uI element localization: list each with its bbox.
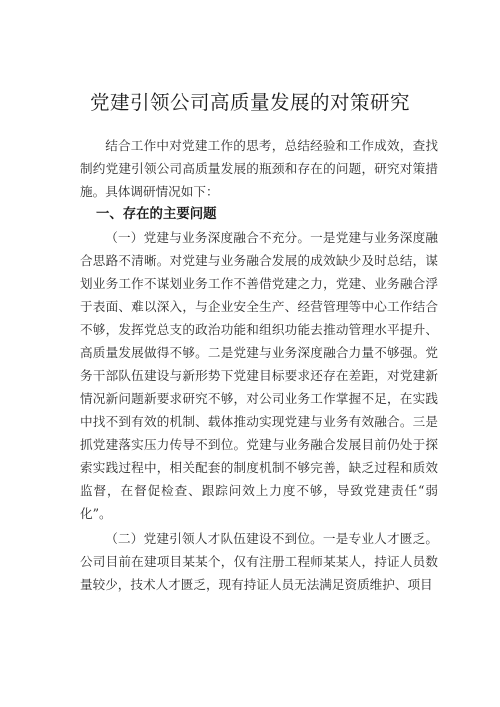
document-body [80, 134, 438, 596]
paragraph-1: （一）党建与业务深度融合不充分。一是党建与业务深度融合思路不清晰。对党建与业务融合发展的成效缺少及时总结，谋划业务工作不谋划业务工作不善借党建之力，党建、业务融合浮于表面、难以深入，与企业安全生产、经营管理等中心工作结合不够，发挥党总支的政治功能和组织功能去推动管理水平提升、高质量发展做得不够。二是党建与业务深度融合力量不够强。党务干部队伍建设与新形势下党建目标要求还存在差距，对党建新情况新问题新要求研究不够，对公司业务工作掌握不足，在实践中找不到有效的机制、载体推动实现党建与业务有效融合。三是抓党建落实压力传导不到位。党建与业务融合发展目前仍处于探索实践过程中，相关配套的制度机制不够完善，缺乏过程和质效监督，在督促检查、跟踪问效上力度不够，导致党建责任“弱化”。 [80, 230, 438, 521]
document-title: 党建引领公司高质量发展的对策研究 [89, 91, 410, 114]
paragraph-2: （二）党建引领人才队伍建设不到位。一是专业人才匮乏。公司目前在建项目某某个，仅有注册工程师某某人，持证人员数量较少，技术人才匮乏，现有持证人员无法满足资质维护、项目 [80, 531, 438, 592]
intro-paragraph: 结合工作中对党建工作的思考，总结经验和工作成效，查找制约党建引领公司高质量发展的瓶颈和存在的问题，研究对策措施。具体调研情况如下： [80, 138, 438, 199]
section-heading: 一、存在的主要问题 [96, 207, 217, 222]
